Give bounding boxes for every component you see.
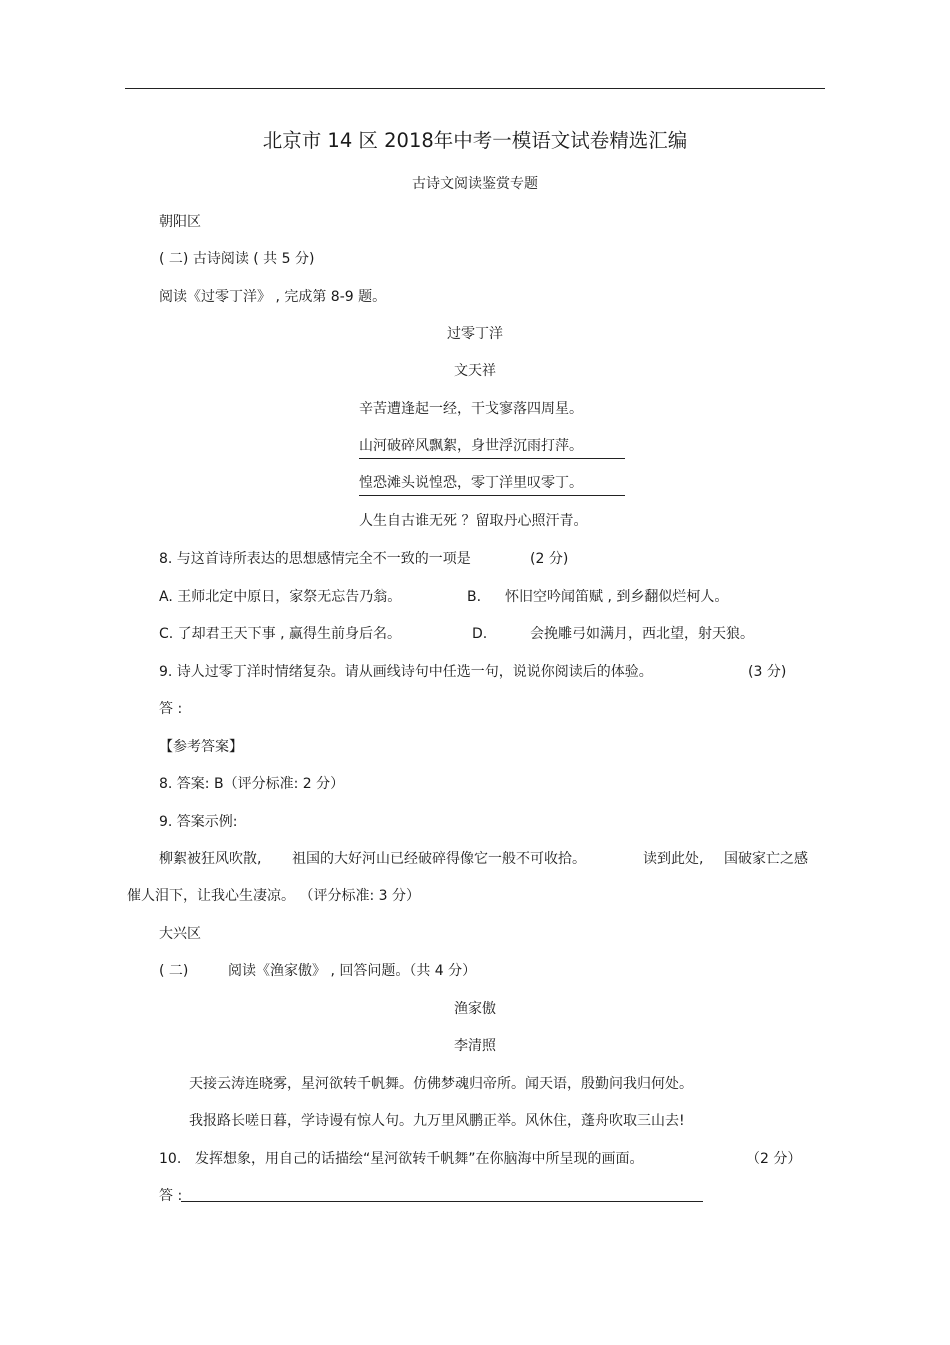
answer-9-label: 9. 答案示例:: [159, 814, 238, 830]
answer-blank-line: [181, 1201, 703, 1202]
poem-title: 渔家傲: [454, 1001, 496, 1017]
poem-title: 过零丁洋: [447, 326, 503, 342]
reading-instruction: 阅读《过零丁洋》 , 完成第 8-9 题。: [159, 289, 387, 305]
document-title: 北京市 14 区 2018年中考一模语文试卷精选汇编: [262, 129, 688, 152]
question-8-points: (2 分): [530, 551, 569, 567]
poem-line: 我报路长嗟日暮，学诗谩有惊人句。九万里风鹏正举。风休住，蓬舟吹取三山去!: [189, 1113, 685, 1129]
poem-line: 辛苦遭逢起一经，干戈寥落四周星。: [359, 401, 583, 417]
poem-line: 人生自古谁无死 ？留取丹心照汗青。: [359, 513, 588, 529]
question-8-stem: 8. 与这首诗所表达的思想感情完全不一致的一项是: [159, 551, 471, 567]
section-heading: ( 二) 古诗阅读 ( 共 5 分): [159, 251, 315, 267]
question-10-number: 10.: [159, 1151, 182, 1167]
document-subtitle: 古诗文阅读鉴赏专题: [412, 176, 538, 192]
option-d: 会挽雕弓如满月，西北望，射天狼。: [530, 626, 754, 642]
answer-9-text: 祖国的大好河山已经破碎得像它一般不可收拾。: [292, 851, 586, 867]
poem-line-underlined: 山河破碎风飘絮，身世浮沉雨打萍。: [359, 437, 625, 459]
answer-9-text: 读到此处,: [643, 851, 704, 867]
option-d-label: D.: [472, 626, 488, 642]
answer-8: 8. 答案: B（评分标准: 2 分）: [159, 776, 345, 792]
answer-9-text: 催人泪下，让我心生凄凉。 （评分标准: 3 分）: [127, 888, 420, 904]
reference-answer-heading: 【参考答案】: [159, 739, 243, 755]
poem-line: 天接云涛连晓雾，星河欲转千帆舞。仿佛梦魂归帝所。闻天语，殷勤问我归何处。: [189, 1076, 693, 1092]
header-rule: [125, 88, 825, 89]
section-heading: 阅读《渔家傲》 , 回答问题。（共 4 分）: [228, 963, 477, 979]
question-10-points: （2 分）: [746, 1151, 802, 1167]
question-9-stem: 9. 诗人过零丁洋时情绪复杂。请从画线诗句中任选一句，说说你阅读后的体验。: [159, 664, 653, 680]
question-10-stem: 发挥想象，用自己的话描绘“星河欲转千帆舞”在你脑海中所呈现的画面。: [195, 1151, 644, 1167]
poem-line-underlined: 惶恐滩头说惶恐，零丁洋里叹零丁。: [359, 474, 625, 496]
answer-label: 答 :: [159, 701, 183, 717]
district-label-chaoyang: 朝阳区: [159, 214, 201, 230]
poem-author: 文天祥: [454, 363, 496, 379]
option-a: A. 王师北定中原日，家祭无忘告乃翁。: [159, 589, 402, 605]
district-label-daxing: 大兴区: [159, 926, 201, 942]
option-b-label: B.: [467, 589, 482, 605]
option-c: C. 了却君王天下事 , 赢得生前身后名。: [159, 626, 402, 642]
answer-9-text: 柳絮被狂风吹散,: [159, 851, 262, 867]
poem-author: 李清照: [454, 1038, 496, 1054]
answer-9-text: 国破家亡之感: [724, 851, 808, 867]
section-heading-label: ( 二): [159, 963, 189, 979]
option-b: 怀旧空吟闻笛赋 , 到乡翻似烂柯人。: [505, 589, 729, 605]
answer-label: 答 :: [159, 1188, 183, 1204]
question-9-points: (3 分): [748, 664, 787, 680]
